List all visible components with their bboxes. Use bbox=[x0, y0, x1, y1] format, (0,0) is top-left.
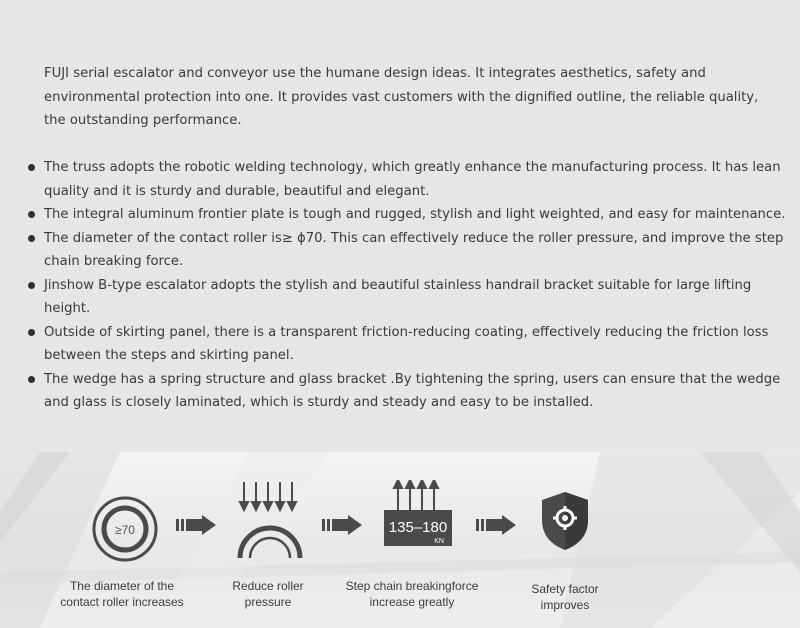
feature-text: Jinshow B-type escalator adopts the stylish and beautiful stainless handrail bracket suitable for large lifting height. bbox=[44, 277, 752, 316]
flow-arrow-icon bbox=[322, 515, 364, 535]
step-caption: Reduce roller pressure bbox=[232, 579, 304, 609]
feature-item bbox=[28, 321, 788, 368]
safety-shield-icon bbox=[538, 490, 592, 552]
bullet-icon bbox=[28, 376, 35, 383]
intro-paragraph bbox=[44, 62, 774, 133]
bullet-icon bbox=[28, 282, 35, 289]
feature-text: The truss adopts the robotic welding technology, which greatly enhance the manufacturing process. It has lean quality and it is sturdy and durable, beautiful and elegant. bbox=[44, 160, 781, 199]
step-caption: Safety factor improves bbox=[531, 582, 599, 612]
feature-text: The wedge has a spring structure and glass bracket .By tightening the spring, users can ensure that the wedge and glass is closely laminated, which is sturdy and steady and easy to be installed. bbox=[44, 371, 781, 410]
pressure-reduction-icon bbox=[234, 482, 306, 562]
bullet-icon bbox=[28, 164, 35, 171]
breaking-force-unit: KN bbox=[434, 538, 444, 545]
feature-text: The integral aluminum frontier plate is tough and rugged, stylish and light weighted, and easy for maintenance. bbox=[44, 207, 786, 222]
roller-diameter-label: ≥70 bbox=[115, 523, 135, 537]
breaking-force-value: 135–180 bbox=[388, 519, 448, 536]
feature-text: Outside of skirting panel, there is a transparent friction-reducing coating, effectively reducing the friction loss between the steps and skirting panel. bbox=[44, 324, 769, 363]
bullet-icon bbox=[28, 329, 35, 336]
flow-arrow-icon bbox=[476, 515, 518, 535]
breaking-force-icon bbox=[382, 480, 454, 548]
feature-item bbox=[28, 156, 788, 203]
flow-arrow-icon bbox=[176, 515, 218, 535]
feature-text: The diameter of the contact roller is≥ ϕ70. This can effectively reduce the roller pressure, and improve the step chain breaking force. bbox=[44, 230, 784, 269]
bullet-icon bbox=[28, 211, 35, 218]
step-caption: Step chain breakingforce increase greatly bbox=[345, 579, 479, 609]
bullet-icon bbox=[28, 235, 35, 242]
step-caption: The diameter of the contact roller increases bbox=[60, 579, 184, 609]
feature-item bbox=[28, 203, 788, 227]
feature-item bbox=[28, 274, 788, 321]
feature-item bbox=[28, 227, 788, 274]
feature-list bbox=[28, 156, 788, 415]
intro-text: FUJI serial escalator and conveyor use the humane design ideas. It integrates aesthetics, safety and environmental protection into one. It provides vast customers with the dignified outline, the reliable quality, the outstanding performance. bbox=[44, 66, 759, 128]
benefit-flow-banner bbox=[0, 452, 800, 628]
roller-diameter-icon bbox=[92, 496, 158, 562]
feature-item bbox=[28, 368, 788, 415]
